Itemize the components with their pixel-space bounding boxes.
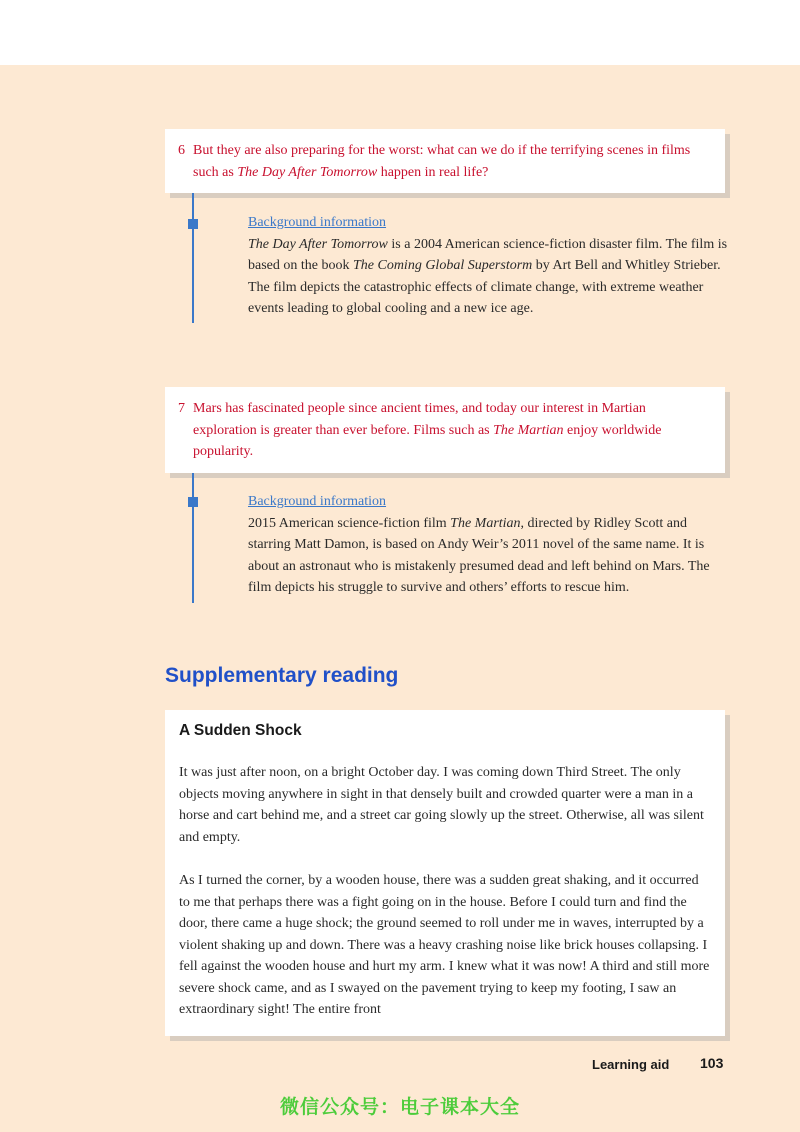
note-number: 6 [178, 143, 185, 158]
reading-paragraph: As I turned the corner, by a wooden house, there was a sudden great shaking, and it occurred to me that perhaps there was a fight going on in the house. Before I could turn and find the door, there came a huge shock; the ground seemed to roll under me in waves, interrupted by a violent shaking up and down. There was a heavy crashing noise like brick houses collapsing. I fell against the wooden house and hurt my arm. I knew what it was now! A third and still more severe shock came, and as I swayed on the pavement trying to keep my footing, I saw an extraordinary sight! The entire front [179, 873, 710, 1017]
background-info-1 [248, 212, 728, 320]
background-info-text: 2015 American science-fiction film The Martian, directed by Ridley Scott and starring Matt Damon, is based on Andy Weir’s 2011 novel of the same name. It is about an astronaut who is mistakenly presumed dead and left behind on Mars. The film depicts his struggle to survive and others’ efforts to rescue him. [248, 515, 710, 595]
film-title: The Day After Tomorrow [237, 164, 378, 180]
page-number: 103 [700, 1055, 724, 1071]
wechat-watermark: 微信公众号：电子课本大全 [279, 1096, 520, 1118]
note-text: Mars has fascinated people since ancient times, and today our interest in Martian exploration is greater than ever before. Films such as The Martian enjoy worldwide popularity. [193, 401, 662, 459]
film-title: The Martian [493, 422, 564, 438]
footer-label: Learning aid [592, 1057, 670, 1072]
reading-paragraph: It was just after noon, on a bright October day. I was coming down Third Street. The only objects moving anywhere in sight in that densely built and crowded quarter were a man in a horse and cart behind me, and a street car going slowly up the street. Otherwise, all was silent and empty. [179, 765, 704, 845]
note-6-box [165, 129, 725, 193]
section-title: Supplementary reading [165, 664, 399, 687]
background-info-text: The Day After Tomorrow is a 2004 American science-fiction disaster film. The film is based on the book The Coming Global Superstorm by Art Bell and Whitley Strieber. The film depicts the catastrophic effects of climate change, with extreme weather events leading to global cooling and a new ice age. [248, 236, 728, 316]
background-info-2 [248, 491, 710, 599]
background-info-link[interactable]: Background information [248, 215, 387, 230]
note-text: But they are also preparing for the worst: what can we do if the terrifying scenes in films such as The Day After Tomorrow happen in real life? [193, 143, 691, 180]
marker-line [192, 473, 194, 603]
marker-line [192, 193, 194, 323]
reading-box [165, 710, 725, 1036]
note-7-box [165, 387, 725, 473]
note-number: 7 [178, 401, 185, 416]
reading-title: A Sudden Shock [179, 722, 302, 739]
background-info-link[interactable]: Background information [248, 494, 387, 509]
